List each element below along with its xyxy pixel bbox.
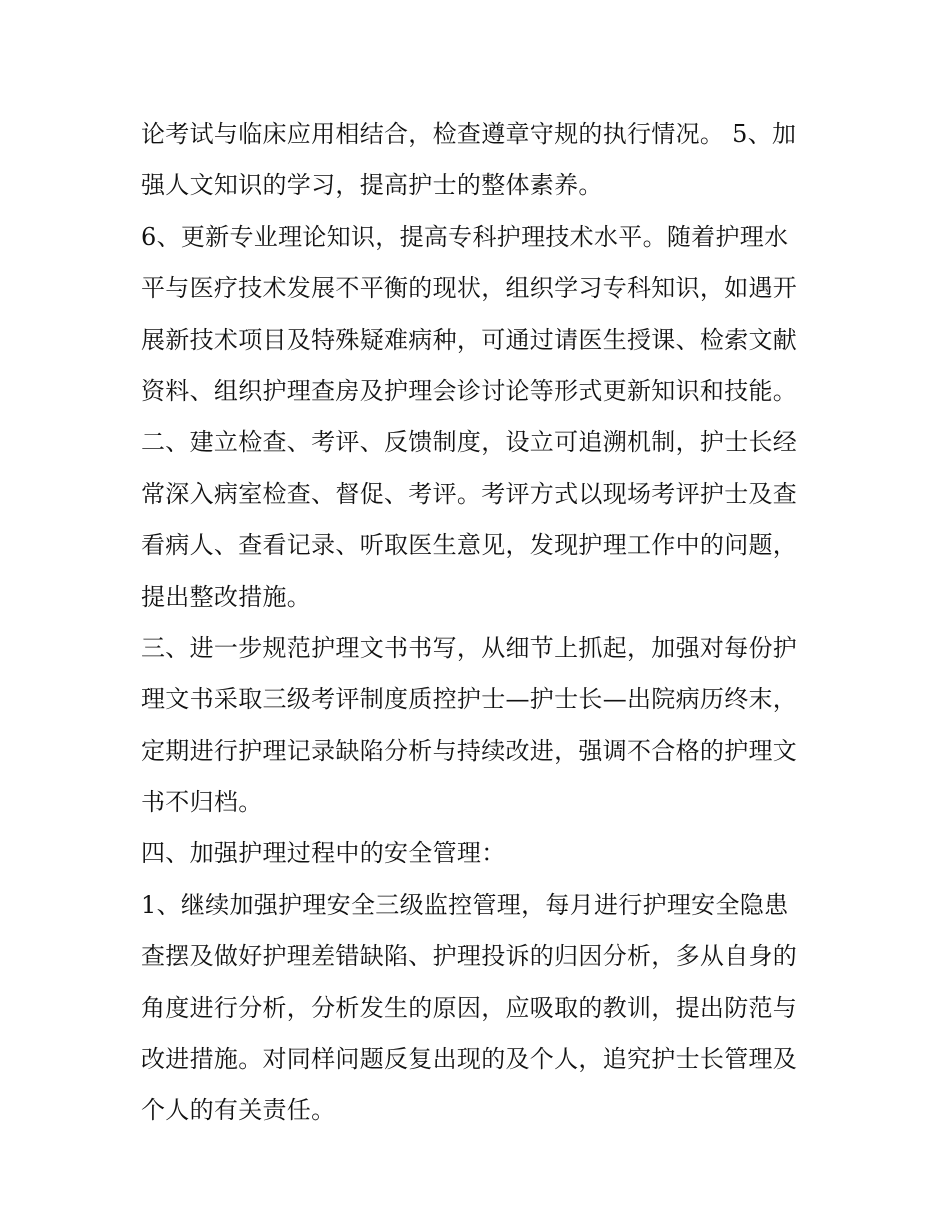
text-line: 1、继续加强护理安全三级监控管理，每月进行护理安全隐患 [141, 890, 789, 919]
document-body [141, 109, 821, 1137]
text-line: 三、进一步规范护理文书书写，从细节上抓起，加强对每份护 [141, 633, 798, 662]
text-line: 四、加强护理过程中的安全管理： [141, 839, 506, 868]
text-line: 资料、组织护理查房及护理会诊讨论等形式更新知识和技能。 [141, 376, 798, 405]
text-line: 看病人、查看记录、听取医生意见，发现护理工作中的问题， [141, 531, 798, 560]
text-line: 论考试与临床应用相结合，检查遵章守规的执行情况。 5、加 [141, 120, 797, 148]
text-line: 个人的有关责任。 [141, 1096, 336, 1125]
text-line: 角度进行分析，分析发生的原因，应吸取的教训，提出防范与 [141, 993, 798, 1022]
text-line: 常深入病室检查、督促、考评。考评方式以现场考评护士及查 [141, 479, 798, 508]
text-line: 6、更新专业理论知识，提高专科护理技术水平。随着护理水 [141, 222, 789, 251]
text-line: 改进措施。对同样问题反复出现的及个人，追究护士长管理及 [141, 1045, 798, 1074]
text-line: 提出整改措施。 [141, 582, 312, 611]
text-line: 定期进行护理记录缺陷分析与持续改进，强调不合格的护理文 [141, 736, 798, 765]
text-line: 理文书采取三级考评制度质控护士—护士长—出院病历终末， [141, 685, 798, 714]
text-line: 查摆及做好护理差错缺陷、护理投诉的归因分析，多从自身的 [141, 942, 798, 971]
text-line: 二、建立检查、考评、反馈制度，设立可追溯机制，护士长经 [141, 428, 798, 457]
text-line: 展新技术项目及特殊疑难病种，可通过请医生授课、检索文献 [141, 325, 798, 354]
text-line: 平与医疗技术发展不平衡的现状，组织学习专科知识，如遇开 [141, 274, 798, 303]
text-line: 强人文知识的学习，提高护士的整体素养。 [141, 171, 603, 200]
text-line: 书不归档。 [141, 788, 263, 817]
